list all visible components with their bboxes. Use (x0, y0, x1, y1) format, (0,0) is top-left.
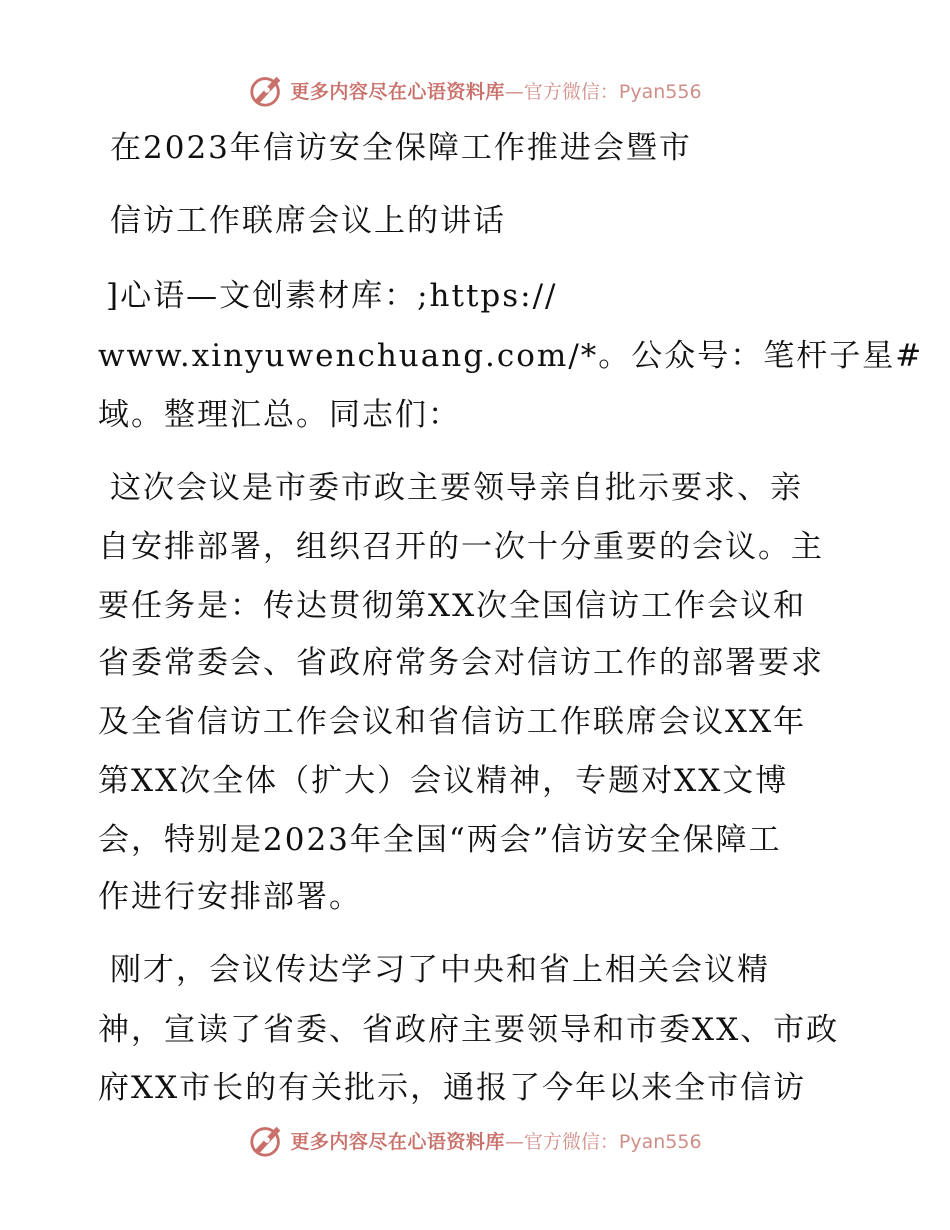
paragraph-2-line: 府XX市长的有关批示，通报了今年以来全市信访 (98, 1070, 807, 1106)
paragraph-1-line: 自安排部署，组织召开的一次十分重要的会议。主 (98, 529, 824, 565)
paragraph-1-line: 省委常委会、省政府常务会对信访工作的部署要求 (98, 645, 824, 681)
paragraph-1-line: 作进行安排部署。 (98, 879, 362, 915)
document-title-line-1: 在2023年信访安全保障工作推进会暨市 (110, 130, 692, 166)
paragraph-1-line: 这次会议是市委市政主要领导亲自批示要求、亲 (110, 470, 803, 506)
watermark-footer (0, 1120, 950, 1160)
paragraph-1-line: 会，特别是2023年全国“两会”信访安全保障工 (98, 822, 782, 858)
intro-line-1: ]心语—文创素材库：;https:// (106, 278, 558, 314)
paragraph-2-line: 刚才，会议传达学习了中央和省上相关会议精 (110, 952, 770, 988)
paragraph-1-line: 第XX次全体（扩大）会议精神，专题对XX文博 (98, 763, 789, 799)
watermark-main-text: 更多内容尽在心语资料库 (290, 1130, 505, 1153)
document-title-line-2: 信访工作联席会议上的讲话 (110, 203, 506, 239)
intro-line-2: www.xinyuwenchuang.com/*。公众号：笔杆子星# (98, 338, 924, 374)
watermark-header (0, 70, 950, 110)
watermark-sub-text: —官方微信：Pyan556 (504, 80, 702, 103)
watermark-main-text: 更多内容尽在心语资料库 (290, 80, 505, 103)
intro-line-3: 域。整理汇总。同志们： (98, 397, 461, 433)
quill-logo-icon (248, 1121, 286, 1159)
paragraph-1-line: 及全省信访工作会议和省信访工作联席会议XX年 (98, 704, 807, 740)
paragraph-2-line: 神，宣读了省委、省政府主要领导和市委XX、市政 (98, 1012, 840, 1048)
quill-logo-icon (248, 71, 286, 109)
paragraph-1-line: 要任务是：传达贯彻第XX次全国信访工作会议和 (98, 588, 807, 624)
watermark-sub-text: —官方微信：Pyan556 (504, 1130, 702, 1153)
